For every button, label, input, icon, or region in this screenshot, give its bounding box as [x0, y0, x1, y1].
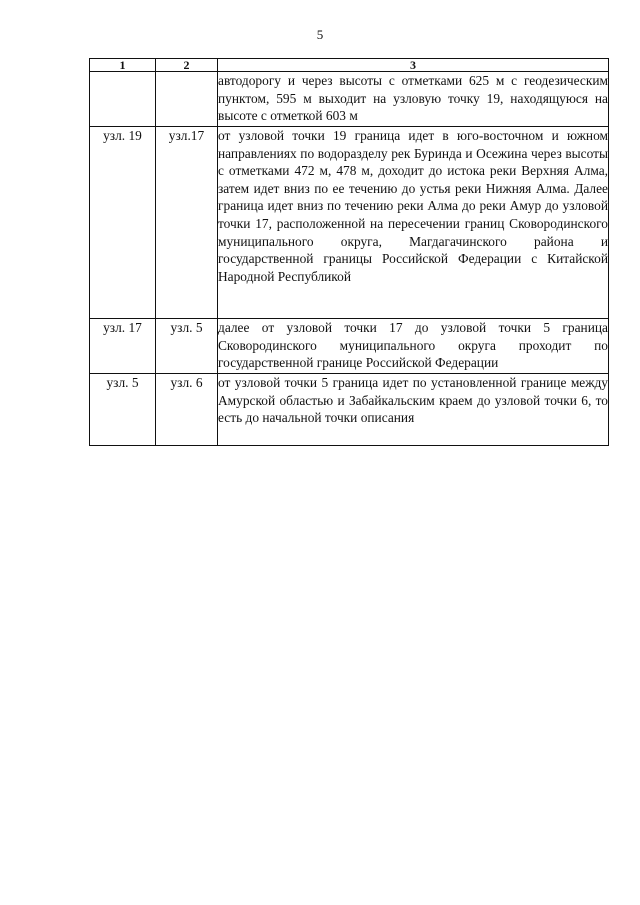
from-node-cell: узл. 5 [90, 374, 156, 446]
table-row [90, 319, 609, 374]
boundary-description-cell: автодорогу и через высоты с отметками 625 м с геодезическим пунктом, 595 м выходит на узловую точку 19, находящуюся на высоте с отметкой 603 м [218, 72, 609, 127]
to-node-cell: узл. 5 [156, 319, 218, 374]
table-header-row [90, 59, 609, 72]
table-row [90, 72, 609, 127]
page-number: 5 [316, 27, 324, 42]
to-node-cell: узл.17 [156, 127, 218, 319]
boundary-description-table [89, 58, 609, 446]
boundary-description-cell: от узловой точки 5 граница идет по установленной границе между Амурской областью и Забайкальским краем до узловой точки 6, то есть до начальной точки описания [218, 374, 609, 446]
column-header-1: 1 [90, 59, 156, 72]
from-node-cell [90, 72, 156, 127]
to-node-cell: узл. 6 [156, 374, 218, 446]
column-header-3: 3 [218, 59, 609, 72]
from-node-cell: узл. 19 [90, 127, 156, 319]
to-node-cell [156, 72, 218, 127]
table-row [90, 127, 609, 319]
table-row [90, 374, 609, 446]
from-node-cell: узл. 17 [90, 319, 156, 374]
boundary-description-cell: от узловой точки 19 граница идет в юго-восточном и южном направлениях по водоразделу рек Буринда и Осежина через высоты с отметками 472 м, 478 м, доходит до истока реки Верхняя Алма, затем идет вниз по ее течению до устья реки Нижняя Алма. Далее граница идет вниз по течению реки Алма до реки Амур до узловой точки 17, расположенной на пересечении границ Сковородинского муниципального округа, Магдагачинского района и государственной границы Российской Федерации с Китайской Народной Республикой [218, 127, 609, 319]
boundary-description-cell: далее от узловой точки 17 до узловой точки 5 граница Сковородинского муниципального округа проходит по государственной границе Российской Федерации [218, 319, 609, 374]
column-header-2: 2 [156, 59, 218, 72]
